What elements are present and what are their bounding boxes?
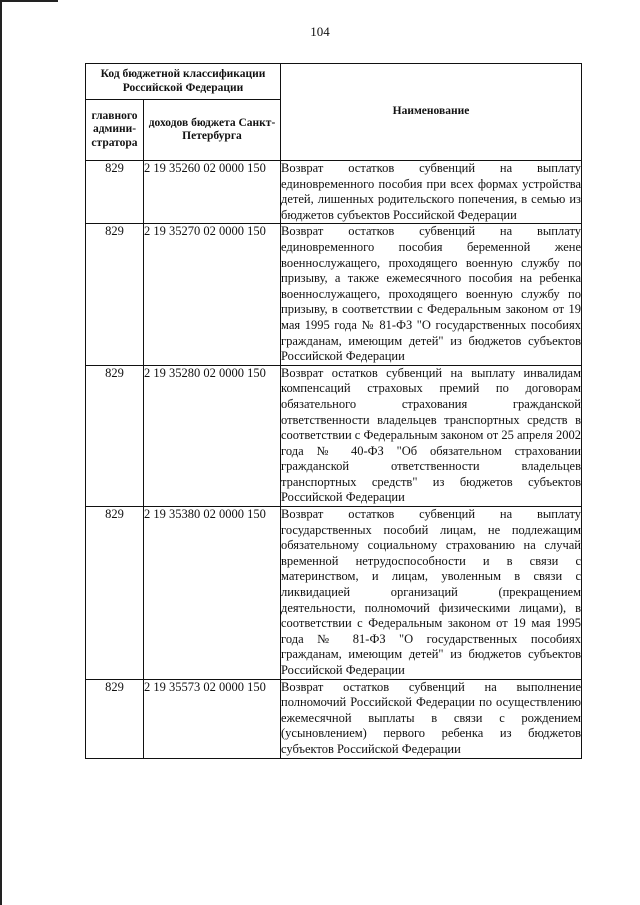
- table-row: [86, 365, 582, 506]
- income-code-cell: 2 19 35260 02 0000 150: [144, 161, 281, 224]
- scan-edge-left: [0, 0, 2, 905]
- admin-code-cell: 829: [86, 679, 144, 758]
- name-cell: [281, 679, 582, 758]
- scan-edge-top: [0, 0, 58, 2]
- name-cell: [281, 507, 582, 680]
- header-name: Наименование: [281, 64, 582, 161]
- name-cell: [281, 365, 582, 506]
- header-main-administrator: главного админи-стратора: [86, 100, 144, 161]
- admin-code-cell: 829: [86, 507, 144, 680]
- income-code-cell: 2 19 35573 02 0000 150: [144, 679, 281, 758]
- header-budget-income: доходов бюджета Санкт-Петербурга: [144, 100, 281, 161]
- admin-code-cell: 829: [86, 224, 144, 365]
- income-code-cell: 2 19 35380 02 0000 150: [144, 507, 281, 680]
- income-code-cell: 2 19 35280 02 0000 150: [144, 365, 281, 506]
- admin-code-cell: 829: [86, 161, 144, 224]
- name-text: Возврат остатков субвенций на выплату государственных пособий лицам, не подлежащим обязательному социальному страхованию на случай временной нетрудоспособности и в связи с материнством, и лицам, уволенным в связи с ликвидацией организаций (прекращением деятельности, полномочий физическими лицами), в соответствии с Федеральным законом от 19 мая 1995 года № 81-ФЗ "О государственных пособиях гражданам, имеющим детей" из бюджетов субъектов Российской Федерации: [281, 507, 581, 677]
- table-row: [86, 161, 582, 224]
- table-row: [86, 507, 582, 680]
- table-row: [86, 224, 582, 365]
- page-number: 104: [310, 24, 330, 39]
- income-code-cell: 2 19 35270 02 0000 150: [144, 224, 281, 365]
- name-text: Возврат остатков субвенций на выплату единовременного пособия беременной жене военнослужащего, проходящего военную службу по призыву, а также ежемесячного пособия на ребенка военнослужащего, проходящего военную службу по призыву, в соответствии с Федеральным законом от 19 мая 1995 года № 81-ФЗ "О государственных пособиях гражданам, имеющим детей" из бюджетов субъектов Российской Федерации: [281, 224, 581, 364]
- name-cell: [281, 161, 582, 224]
- name-cell: [281, 224, 582, 365]
- name-text: Возврат остатков субвенций на выплату инвалидам компенсаций страховых премий по договорам обязательного страхования гражданской ответственности владельцев транспортных средств в соответствии с Федеральным законом от 25 апреля 2002 года № 40-ФЗ "Об обязательном страховании гражданской ответственности владельцев транспортных средств" из бюджетов субъектов Российской Федерации: [281, 365, 581, 505]
- table-row: [86, 679, 582, 758]
- header-classification-code: Код бюджетной классификации Российской Федерации: [86, 64, 281, 100]
- name-text: Возврат остатков субвенций на выплату единовременного пособия при всех формах устройства детей, лишенных родительского попечения, в семью из бюджетов субъектов Российской Федерации: [281, 161, 581, 222]
- name-text: Возврат остатков субвенций на выполнение полномочий Российской Федерации по осуществлению ежемесячной выплаты в связи с рождением (усыновлением) первого ребенка из бюджетов субъектов Российской Федерации: [281, 679, 581, 756]
- admin-code-cell: 829: [86, 365, 144, 506]
- budget-classification-table: [85, 63, 582, 759]
